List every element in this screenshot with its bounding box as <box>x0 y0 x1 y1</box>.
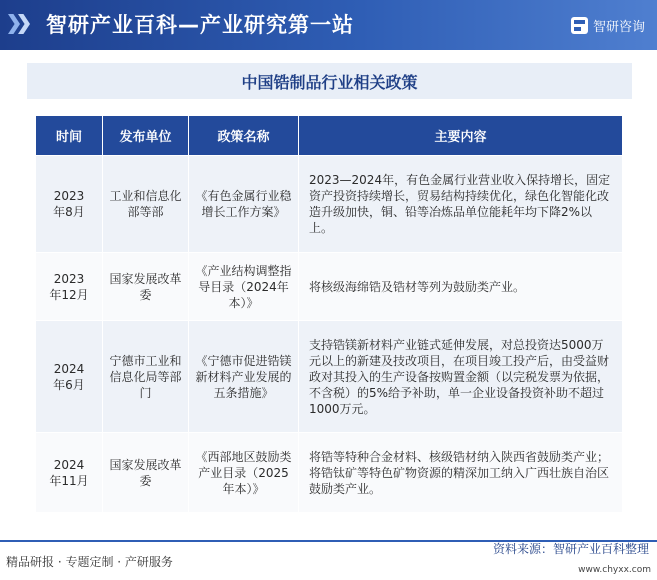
table-row <box>36 253 623 321</box>
table-title: 中国锆制品行业相关政策 <box>27 63 632 99</box>
cell-unit: 国家发展改革委 <box>103 433 189 513</box>
cell-unit: 工业和信息化部等部 <box>103 156 189 253</box>
cell-time: 2024 年11月 <box>36 433 103 513</box>
table-row <box>36 433 623 513</box>
cell-unit: 国家发展改革委 <box>103 253 189 321</box>
brand-name: 智研咨询 <box>592 20 645 35</box>
cell-policy: 《产业结构调整指导目录（2024年本）》 <box>189 253 299 321</box>
cell-unit: 宁德市工业和信息化局等部门 <box>103 321 189 433</box>
cell-time: 2023 年12月 <box>36 253 103 321</box>
brand-logo[interactable] <box>571 16 645 35</box>
cell-content: 将核级海绵锆及锆材等列为鼓励类产业。 <box>299 253 623 321</box>
column-header-content: 主要内容 <box>299 116 623 156</box>
chevron-right-icon <box>8 14 28 34</box>
footer-url[interactable]: www.chyxx.com <box>578 565 651 575</box>
cell-policy: 《宁德市促进锆镁新材料产业发展的五条措施》 <box>189 321 299 433</box>
cell-content: 支持锆镁新材料产业链式延伸发展，对总投资达5000万元以上的新建及技改项目，在项目竣工投产后，由受益财政对其投入的生产设备按购置金额（以完税发票为依据，不含税）的5%给予补助，单一企业设备投资补助不超过1000万元。 <box>299 321 623 433</box>
footer-services: 精品研报 · 专题定制 · 产研服务 <box>6 555 173 569</box>
table-row <box>36 156 623 253</box>
cell-policy: 《西部地区鼓励类产业目录（2025年本）》 <box>189 433 299 513</box>
cell-time: 2024 年6月 <box>36 321 103 433</box>
column-header-unit: 发布单位 <box>103 116 189 156</box>
zhiyan-logo-icon <box>571 17 588 34</box>
cell-content: 2023—2024年，有色金属行业营业收入保持增长，固定资产投资持续增长，贸易结构持续优化，绿色化智能化改造升级加快，铜、铅等冶炼品单位能耗年均下降2%以上。 <box>299 156 623 253</box>
header-banner <box>0 0 657 50</box>
table-header-row <box>36 116 623 156</box>
column-header-time: 时间 <box>36 116 103 156</box>
data-source: 资料来源：智研产业百科整理 <box>492 542 649 556</box>
policy-table <box>35 115 623 513</box>
cell-content: 将锆等特种合金材料、核级锆材纳入陕西省鼓励类产业；将锆钛矿等特色矿物资源的精深加工纳入广西壮族自治区鼓励类产业。 <box>299 433 623 513</box>
cell-policy: 《有色金属行业稳增长工作方案》 <box>189 156 299 253</box>
cell-time: 2023 年8月 <box>36 156 103 253</box>
page-title: 智研产业百科—产业研究第一站 <box>46 13 354 37</box>
column-header-policy: 政策名称 <box>189 116 299 156</box>
table-row <box>36 321 623 433</box>
